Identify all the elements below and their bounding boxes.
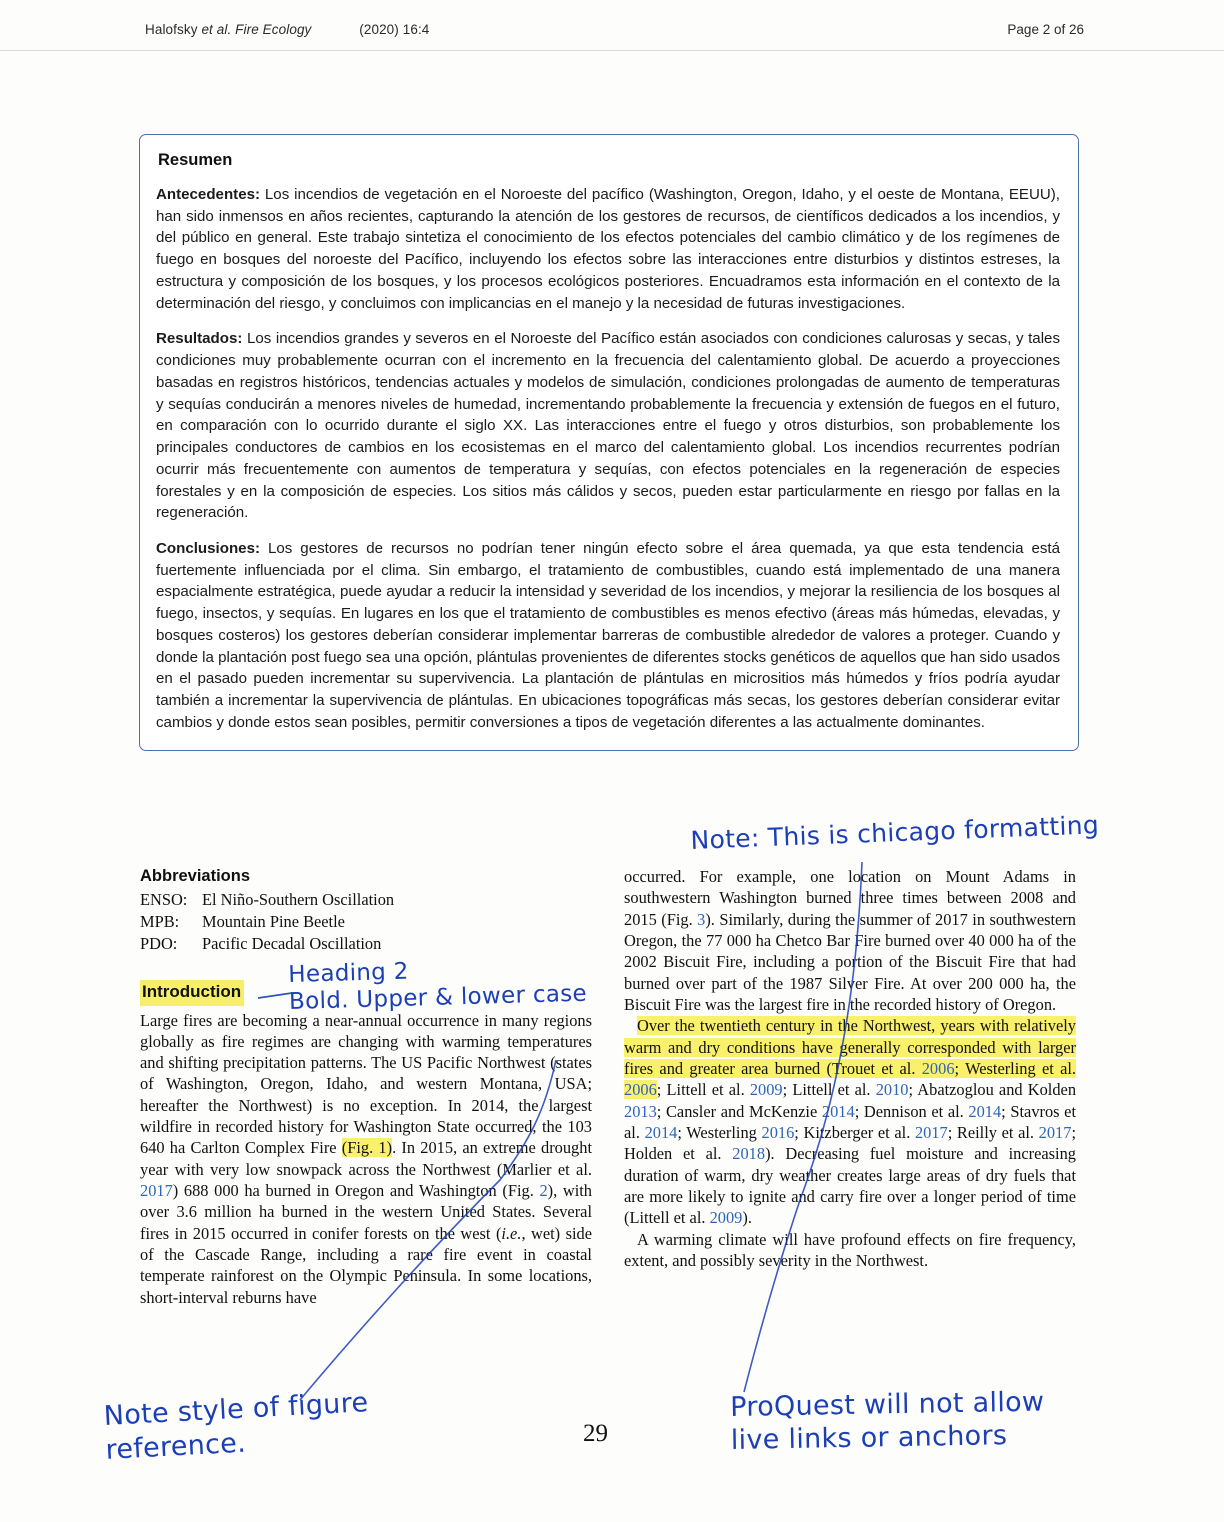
resumen-antecedentes-text: Los incendios de vegetación en el Noroeste del pacífico (Washington, Oregon, Idaho, y el oeste de Montana, EEUU), han sido inmensos en años recientes, capturando la atención de los gestores de recursos, de científicos dedicados a los incendios, y del público en general. Este trabajo sintetiza el conocimiento de los efectos potenciales del cambio climático y de los regímenes de fuego en bosques del noroeste del Pacífico, incluyendo los efectos sobre las interacciones entre disturbios y distintos estreses, la estructura y composición de los bosques, y los procesos ecológicos posteriores. Encuadramos esta información en el contexto de la determinación del riesgo, y concluimos con implicancias en el manejo y la necesidad de futuras investigaciones. [156,186,1060,312]
annotation-proquest-line2: live links or anchors [730,1420,1008,1456]
citation-trouet-2006[interactable]: 2006 [921,1058,955,1078]
citation-kitzberger-2017[interactable]: 2017 [914,1122,948,1142]
citation-littell-2009-b[interactable]: 2009 [709,1208,743,1228]
sep: ; [1001,1101,1011,1121]
citation-dennison-2014[interactable]: 2014 [968,1101,1002,1121]
right-column [624,866,1076,1271]
header-divider [0,50,1224,51]
introduction-paragraph [140,1010,592,1309]
sep: ; [782,1080,793,1100]
figure-1-reference: (Fig. 1) [341,1138,393,1158]
sep: ; [656,1080,667,1100]
intro-text-e: , wet) side of the Cascade Range, including a rare fire event in coastal temperate rainforest on the Olympic Peninsula. In some locations, short-interval reburns have [140,1223,592,1307]
resumen-conclusiones-text: Los gestores de recursos no podrían tener ningún efecto sobre el área quemada, ya que esta tendencia está fuertemente influenciada por el clima. Sin embargo, el tratamiento de combustibles, cuando está implementado de una manera espacialmente estratégica, puede ayudar a reducir la intensidad y severidad de los incendios, y mejorar la resiliencia de los bosques al fuego, insectos, y sequías. En lugares en los que el tratamiento de combustibles es menos efectivo (áreas más húmedas, elevadas, y bosques costeros) los gestores deberían considerar implementar barreras de combustible alrededor de valores a proteger. Cuando y donde la plantación post fuego sea una opción, plántulas provenientes de diferentes stocks genéticos de aquellos que han sido usados en el pasado pueden incrementar su supervivencia. La plantación de plántulas en micrositios más húmedos y fríos podría ayudar también a incrementar la supervivencia de plántulas. En ubicaciones topográficas más secas, los gestores deberían considerar evitar cambios y donde estos sean posibles, permitir conversiones a tipos de vegetación diferentes a las actualmente dominantes. [156,540,1060,731]
right-p1-b: ). Similarly, during the summer of 2017 in southwestern Oregon, the 77 000 ha Chetco Bar Fire burned over 40 000 ha of the 2002 Biscuit Fire, including a portion of the Biscuit Fire that had burned over part of the 1987 Silver Fire. At over 200 000 ha, the Biscuit Fire was the largest fire in the recorded history of Oregon. [624,909,1076,1014]
resumen-resultados [156,328,1060,524]
annotation-figure-line2: reference. [104,1427,247,1466]
citation-name-kitzberger: Kitzberger et al. [803,1122,915,1142]
resumen-antecedentes-label: Antecedentes: [156,186,261,203]
resumen-conclusiones-label: Conclusiones: [156,540,260,558]
citation-stavros-2014[interactable]: 2014 [644,1122,678,1142]
right-paragraph-1 [624,866,1076,1015]
figure-2-reference[interactable]: 2 [539,1181,548,1201]
abbreviation-value: El Niño-Southern Oscillation [202,890,395,910]
header-volume: (2020) 16:4 [359,21,430,37]
sep: ; [854,1101,864,1121]
abbreviations-heading: Abbreviations [140,867,251,885]
citation-name-holden: Holden et al. [624,1144,733,1164]
abbreviation-row [140,889,592,911]
sep: ; [656,1101,666,1121]
citation-name-stavros: Stavros et al. [624,1101,1077,1142]
header-page-label: Page 2 of 26 [1007,21,1084,37]
citation-name-reilly: Reilly et al. [956,1122,1039,1142]
abbreviation-value: Mountain Pine Beetle [202,912,345,932]
annotation-heading-line1: Heading 2 [288,958,410,988]
intro-text-d: ), with over 3.6 million ha burned in the western United States. Several fires in 2015 occurred in conifer forests on the west ( [140,1181,592,1243]
citation-name-abatzoglou: Abatzoglou and Kolden [917,1080,1077,1100]
resumen-conclusiones [156,538,1060,734]
section-heading-introduction: Introduction [140,980,244,1005]
header-etal: et al. [201,21,232,37]
abbreviation-row [140,933,592,955]
citation-reilly-2017[interactable]: 2017 [1038,1122,1072,1142]
right-p2-b: Decreasing fuel moisture and increasing duration of warm, dry weather creates large areas of dry fuels that are more likely to ignite and carry fire over a longer period of time (Littell et al. [624,1144,1076,1228]
right-p3: A warming climate will have profound effects on fire frequency, extent, and possibly severity in the Northwest. [624,1229,1076,1270]
resumen-title: Resumen [158,151,233,169]
left-column [140,866,592,1308]
citation-westerling-2016[interactable]: 2016 [761,1122,795,1142]
citation-abatzoglou-2013[interactable]: 2013 [624,1101,657,1121]
running-header [145,18,1084,40]
annotation-chicago-formatting: Note: This is chicago formatting [690,810,1100,855]
resumen-resultados-text: Los incendios grandes y severos en el Noroeste del Pacífico están asociados con condiciones calurosas y secas, y tales condiciones muy probablemente ocurran con el incremento en la frecuencia del calentamiento global. De acuerdo a proyecciones basadas en registros históricos, tendencias actuales y modelos de simulación, condiciones prolongadas de aumento de temperaturas y sequías conducirán a menores niveles de humedad, incrementando probablemente la frecuencia y extensión de fuegos en el futuro, en comparación con lo ocurrido durante el siglo XX. Las interacciones entre el fuego y otros disturbios, son probablemente los principales conductores de cambios en los ecosistemas en el marco del calentamiento global. Los incendios recurrentes podrían ocurrir más frecuentemente con aumentos de temperatura y sequías, con efectos potenciales en la regeneración de especies forestales y en la composición de especies. Los sitios más cálidos y secos, pueden estar particularmente en riesgo por fallas en la regeneración. [156,330,1060,522]
running-header-left [145,22,429,37]
page-number: 29 [583,1420,608,1447]
sep: ; [794,1122,804,1142]
resumen-resultados-label: Resultados: [156,330,243,348]
sep: ; [947,1122,957,1142]
right-p2-c: ). [742,1208,752,1228]
right-p2-a: Over the twentieth century in the Northwest, years with relatively warm and dry conditions have generally corresponded with larger fires and greater area burned (Trouet et al. [624,1016,1076,1078]
intro-text-c: ) 688 000 ha burned in Oregon and Washington (Fig. [172,1181,540,1201]
sep: ; [954,1058,966,1078]
resumen-antecedentes [156,184,1060,314]
citation-name-littell: Littell et al. [666,1080,750,1100]
citation-littell-2010[interactable]: 2010 [875,1080,909,1100]
citation-name-cansler: Cansler and McKenzie [665,1101,822,1121]
body-columns [140,866,1082,1406]
sep: ; [908,1080,918,1100]
citation-name-westerling: Westerling et al. [965,1058,1077,1078]
right-paragraph-3 [624,1229,1076,1272]
right-p1-a: occurred. For example, one location on Mount Adams in southwestern Washington burned three times between 2008 and 2015 (Fig. [624,867,1076,929]
citation-westerling-2006[interactable]: 2006 [624,1080,657,1100]
citation-name-dennison: Dennison et al. [863,1101,969,1121]
citation-cansler-2014[interactable]: 2014 [821,1101,855,1121]
resumen-box [139,134,1079,751]
citation-littell-2009[interactable]: 2009 [749,1080,783,1100]
citation-name-littell-2010: Littell et al. [792,1080,876,1100]
citation-holden-2018[interactable]: 2018 [732,1144,766,1164]
sep: ; [1071,1122,1076,1142]
citation-name-westerling-2016: Westerling [686,1122,762,1142]
header-authors: Halofsky [145,21,198,37]
intro-text-a: Large fires are becoming a near-annual occurrence in many regions globally as fire regimes are changing with warming temperatures and shifting precipitation patterns. The US Pacific Northwest (states of Washington, Oregon, Idaho, and western Montana, USA; hereafter the Northwest) is no exception. In 2014, the largest wildfire in recorded history for Washington State occurred, the 103 640 ha Carlton Complex Fire [140,1010,592,1158]
intro-text-b: . In 2015, an extreme drought year with very low snowpack across the Northwest (Marlier et al. [140,1138,592,1179]
abbreviation-key: ENSO: [140,890,188,910]
sep: ; [677,1122,687,1142]
annotation-proquest-line1: ProQuest will not allow [730,1386,1045,1423]
sep: ). [765,1144,786,1164]
figure-3-reference[interactable]: 3 [697,909,706,929]
right-paragraph-2 [624,1015,1076,1228]
abbreviation-value: Pacific Decadal Oscillation [202,933,382,953]
header-journal: Fire Ecology [235,21,312,37]
abbreviation-row [140,911,592,933]
abbreviation-key: MPB: [140,912,180,932]
annotation-figure-line1: Note style of figure [103,1387,370,1432]
abbreviation-key: PDO: [140,933,178,953]
ital-ie: i.e. [501,1223,522,1243]
annotation-heading-line2: Bold. Upper & lower case [288,980,588,1016]
citation-marlier-2017[interactable]: 2017 [140,1181,173,1201]
